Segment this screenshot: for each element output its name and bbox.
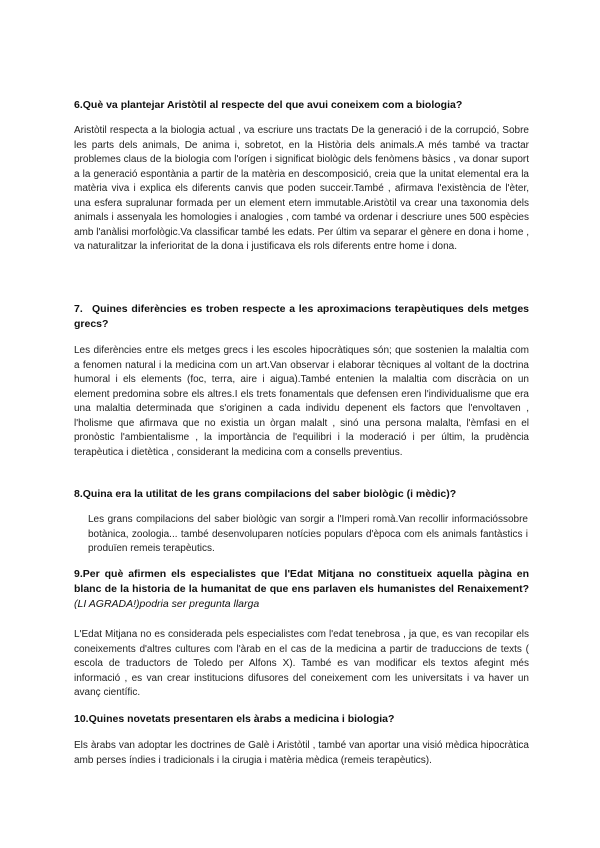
question-9-text: 9.Per què afirmen els especialistes que l'Edat Mitjana no constitueix aquella pàgina en blanc de la historia de la humanitat de que ens parlaven els humanistes del Renaixement? <box>74 568 529 595</box>
question-7-heading <box>74 302 529 332</box>
question-10-heading: 10.Quines novetats presentaren els àrabs a medicina i biologia? <box>74 713 395 725</box>
question-7-number: 7. <box>74 303 83 315</box>
answer-8-paragraph: Les grans compilacions del saber biològic van sorgir a l'Imperi romà.Van recollir informacióssobre botànica, zoologia... també desenvoluparen notícies populars d'època com els animals fantàstics i produïen remeis terapèutics. <box>88 514 528 554</box>
answer-7-paragraph: Les diferències entre els metges grecs i les escoles hipocràtiques són; que sostenien la malaltia com a fenomen natural i la medicina com un art.Van observar i elaborar tècniques al voltant de la doctrina humoral i els elements (foc, terra, aire i aigua).També entenien la malaltia com discràcia on un element predomina sobre els altres.I els trets fonamentals que defensen eren l'individualisme que era una malaltia determinada que s'originen a cada individu depenent els factors que l'envoltaven , l'holisme que afirmava que no existia un òrgan malalt , sinó una persona malalta, l'èmfasi en el pronòstic l'ambientalisme , la importància de l'equilibri i la moderació i per últim, la prudència terapèutica i dietètica , considerant la medicina com a consells preventius. <box>74 345 529 458</box>
question-9-heading <box>74 567 529 612</box>
answer-6-paragraph: Aristòtil respecta a la biologia actual , va escriure uns tractats De la generació i de la corrupció, Sobre les parts dels animals, De anima i, sobretot, en la Història dels animals.A més també va tractar problemes claus de la biologia com l'orígen i significat biològic dels fenòmens bàsics , va donar suport a la generació espontània a partir de la matèria en descomposició, creia que la unitat elemental era la matèria viva i explica els diferents canvis que poden succeir.També , afirmava l'existència de l'èter, una esfera supralunar formada per un element etern immutable.Aristòtil va crear una taxonomia dels animals i assenyala les homologies i analogies , com també va ordenar i descriure unes 500 espècies amb l'anàlisi morfològic.Va classificar també les edats. Per últim va separar el gènere en dona i home , va naturalitzar la inferioritat de la dona i justificava els rols diferents entre home i dona. <box>74 125 529 252</box>
question-9-note: (LI AGRADA!)podria ser pregunta llarga <box>74 598 260 610</box>
question-8-heading: 8.Quina era la utilitat de les grans compilacions del saber biològic (i mèdic)? <box>74 488 457 500</box>
question-6-heading: 6.Què va plantejar Aristòtil al respecte del que avui coneixem com a biologia? <box>74 99 463 111</box>
answer-9-paragraph: L'Edat Mitjana no es considerada pels especialistes com l'edat tenebrosa , ja que, es van recopilar els coneixements d'altres cultures com l'àrab en el cas de la medicina a partir de traduccions de texts ( escola de traductors de Toledo per Alfons X). També es van modificar els textos afegint més informació , es van crear institucions difusores del coneixement com les universitats i va haver un avanç científic. <box>74 629 529 698</box>
answer-10-paragraph: Els àrabs van adoptar les doctrines de Galè i Aristòtil , també van aportar una visió mèdica hipocràtica amb perses índies i tradicionals i la cirugia i matèria mèdica (remeis terapèutics). <box>74 740 529 766</box>
question-7-text: Quines diferències es troben respecte a les aproximacions terapèutiques dels metges grecs? <box>74 303 529 330</box>
